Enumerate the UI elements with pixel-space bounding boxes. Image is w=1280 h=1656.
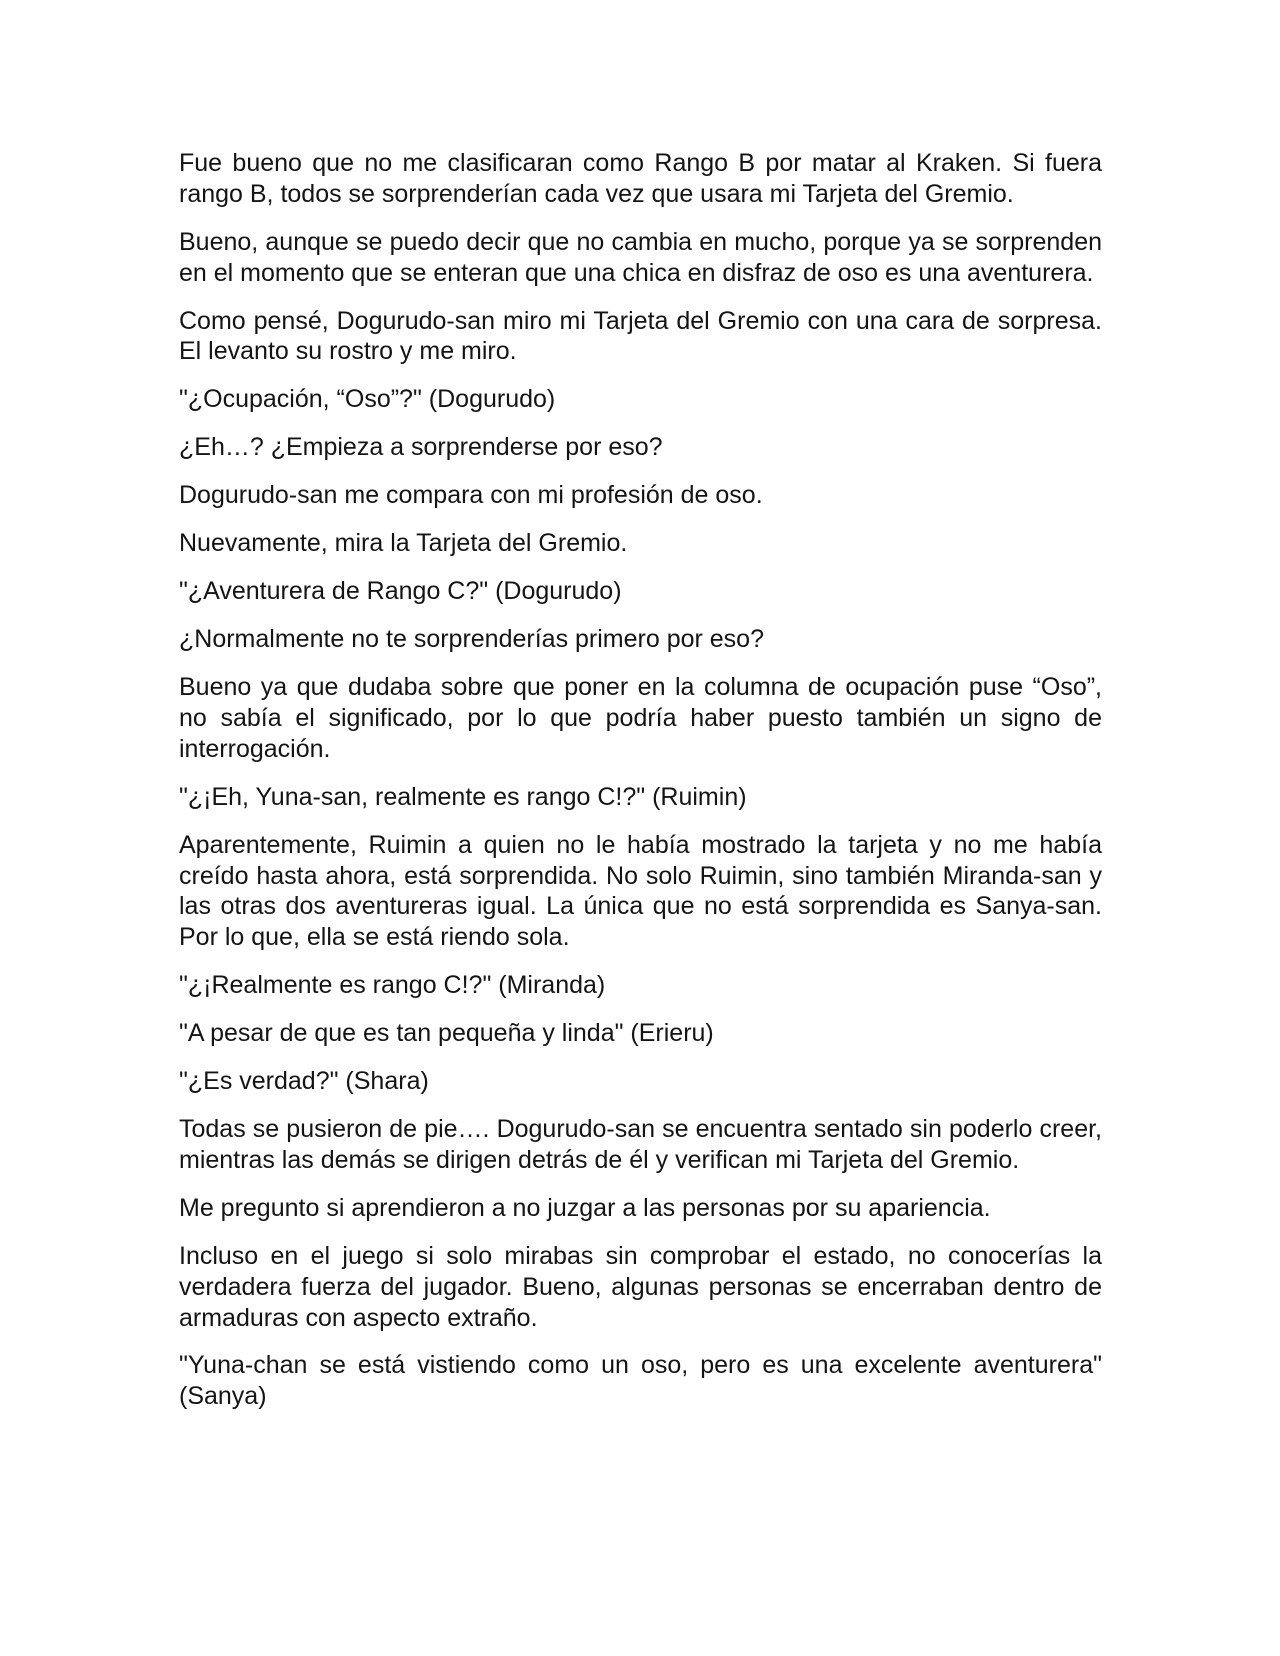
text-line: interrogación. bbox=[179, 734, 331, 763]
paragraph bbox=[179, 227, 1102, 289]
text-line: mientras las demás se dirigen detrás de él y verifican mi Tarjeta del Gremio. bbox=[179, 1145, 1020, 1174]
text-line: armaduras con aspecto extraño. bbox=[179, 1303, 538, 1332]
paragraph bbox=[179, 830, 1102, 953]
paragraph bbox=[179, 1114, 1102, 1176]
text-line: Bueno, aunque se puedo decir que no cambia en mucho, porque ya se sorprenden bbox=[179, 227, 1102, 256]
text-line: Bueno ya que dudaba sobre que poner en la columna de ocupación puse “Oso”, bbox=[179, 673, 1102, 702]
paragraph bbox=[179, 624, 1102, 655]
text-line: Nuevamente, mira la Tarjeta del Gremio. bbox=[179, 529, 628, 558]
dialogue-paragraph bbox=[179, 1018, 1102, 1049]
text-line: Incluso en el juego si solo mirabas sin comprobar el estado, no conocerías la bbox=[179, 1241, 1102, 1270]
text-line: no sabía el significado, por lo que podría haber puesto también un signo de bbox=[179, 704, 1102, 733]
dialogue-paragraph bbox=[179, 782, 1102, 813]
paragraph bbox=[179, 672, 1102, 764]
text-line: "¿¡Eh, Yuna-san, realmente es rango C!?" (Ruimin) bbox=[179, 782, 747, 811]
paragraph bbox=[179, 306, 1102, 368]
dialogue-paragraph bbox=[179, 1066, 1102, 1097]
dialogue-paragraph bbox=[179, 970, 1102, 1001]
text-line: (Sanya) bbox=[179, 1382, 267, 1411]
text-line: Por lo que, ella se está riendo sola. bbox=[179, 923, 570, 952]
text-line: ¿Normalmente no te sorprenderías primero por eso? bbox=[179, 625, 764, 654]
text-line: El levanto su rostro y me miro. bbox=[179, 337, 517, 366]
dialogue-paragraph bbox=[179, 1350, 1102, 1412]
text-line: "Yuna-chan se está vistiendo como un oso, pero es una excelente aventurera" bbox=[179, 1351, 1102, 1380]
text-line: creído hasta ahora, está sorprendida. No solo Ruimin, sino también Miranda-san y bbox=[179, 861, 1102, 890]
text-line: "¿Aventurera de Rango C?" (Dogurudo) bbox=[179, 577, 622, 606]
text-line: ¿Eh…? ¿Empieza a sorprenderse por eso? bbox=[179, 433, 663, 462]
text-line: Fue bueno que no me clasificaran como Rango B por matar al Kraken. Si fuera bbox=[179, 149, 1102, 177]
document-body bbox=[179, 148, 1102, 1429]
dialogue-paragraph bbox=[179, 384, 1102, 415]
text-line: "¿¡Realmente es rango C!?" (Miranda) bbox=[179, 971, 606, 1000]
text-line: verdadera fuerza del jugador. Bueno, algunas personas se encerraban dentro de bbox=[179, 1272, 1102, 1301]
text-line: Me pregunto si aprendieron a no juzgar a las personas por su apariencia. bbox=[179, 1193, 991, 1222]
text-line: Todas se pusieron de pie…. Dogurudo-san se encuentra sentado sin poderlo creer, bbox=[179, 1115, 1102, 1144]
text-line: rango B, todos se sorprenderían cada vez que usara mi Tarjeta del Gremio. bbox=[179, 179, 1014, 208]
paragraph bbox=[179, 432, 1102, 463]
text-line: Como pensé, Dogurudo-san miro mi Tarjeta del Gremio con una cara de sorpresa. bbox=[179, 306, 1102, 335]
paragraph bbox=[179, 528, 1102, 559]
text-line: "¿Es verdad?" (Shara) bbox=[179, 1067, 429, 1096]
text-line: en el momento que se enteran que una chica en disfraz de oso es una aventurera. bbox=[179, 258, 1094, 287]
paragraph bbox=[179, 480, 1102, 511]
text-line: Aparentemente, Ruimin a quien no le había mostrado la tarjeta y no me había bbox=[179, 830, 1102, 859]
paragraph bbox=[179, 148, 1102, 210]
paragraph bbox=[179, 1193, 1102, 1224]
paragraph bbox=[179, 1241, 1102, 1333]
text-line: "A pesar de que es tan pequeña y linda" (Erieru) bbox=[179, 1019, 714, 1048]
text-line: las otras dos aventureras igual. La única que no está sorprendida es Sanya-san. bbox=[179, 892, 1102, 921]
text-line: Dogurudo-san me compara con mi profesión de oso. bbox=[179, 481, 763, 510]
dialogue-paragraph bbox=[179, 576, 1102, 607]
text-line: "¿Ocupación, “Oso”?" (Dogurudo) bbox=[179, 385, 556, 414]
